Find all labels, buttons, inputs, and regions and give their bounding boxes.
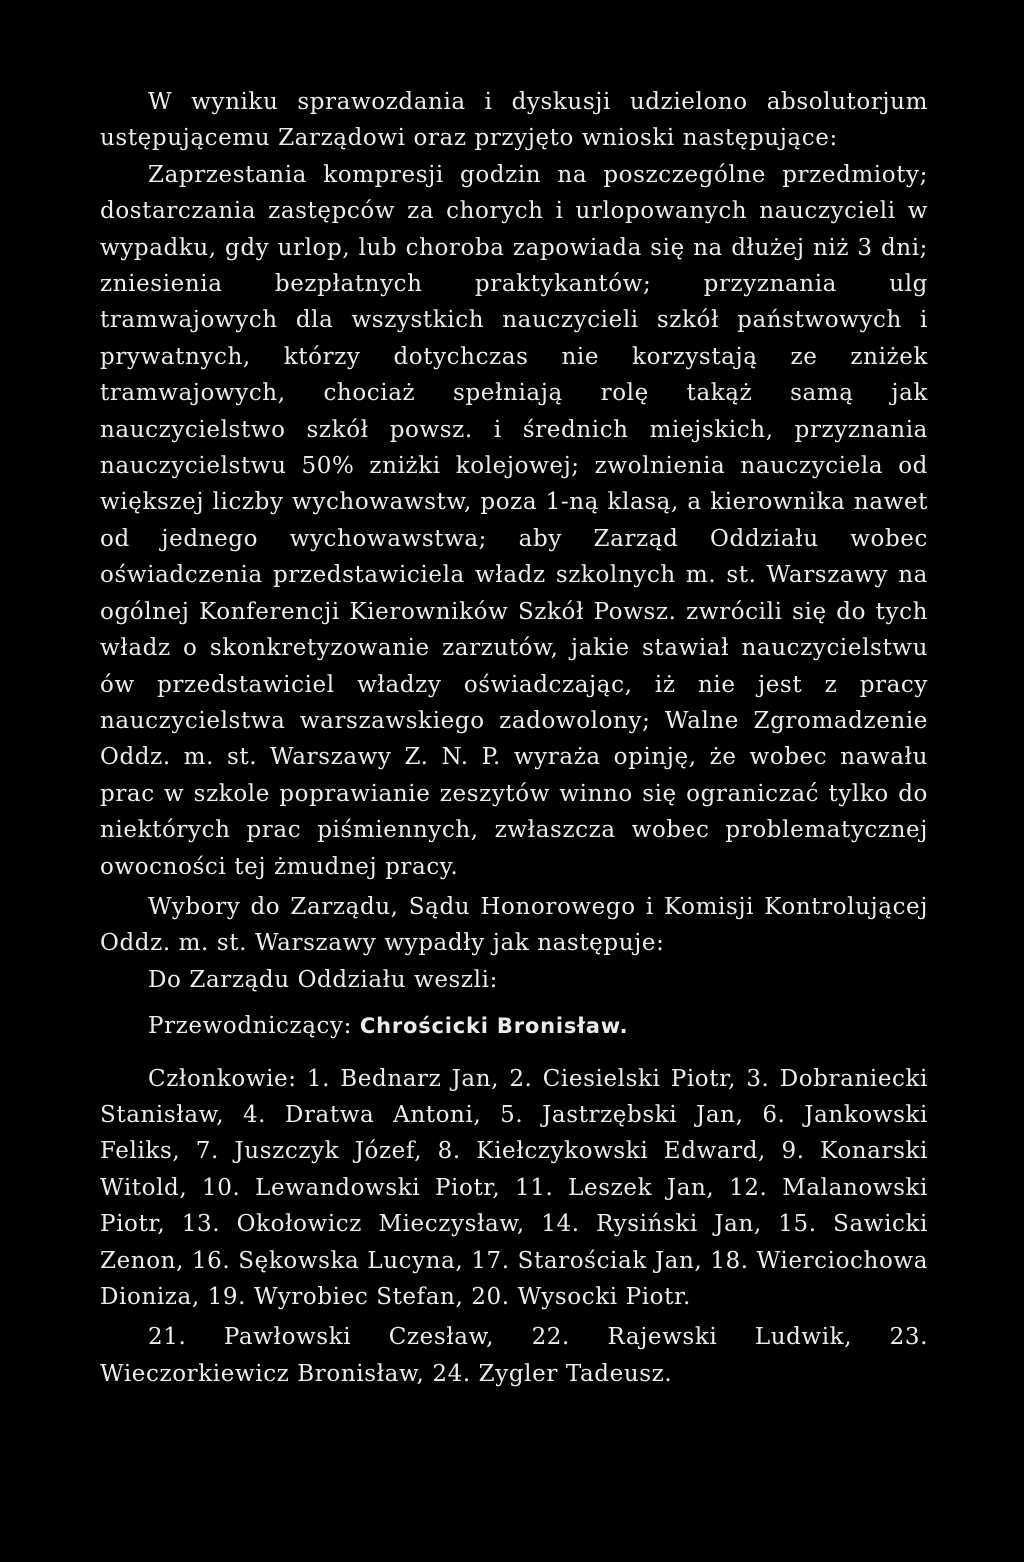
chair-label: Przewodniczący: bbox=[148, 1013, 352, 1040]
paragraph-absolutorium: W wyniku sprawozdania i dyskusji udzielono absolutorjum ustępującemu Zarządowi oraz przyjęto wnioski następujące: bbox=[100, 89, 928, 152]
paragraph-elections: Wybory do Zarządu, Sądu Honorowego i Komisji Kontrolującej Oddz. m. st. Warszawy wypadły jak następuje: bbox=[100, 893, 928, 957]
board-heading: Do Zarządu Oddziału weszli: bbox=[148, 966, 498, 993]
spacer bbox=[100, 1045, 928, 1061]
deputies-list: 21. Pawłowski Czesław, 22. Rajewski Ludwik, 23. Wieczorkiewicz Bronisław, 24. Zygler Tadeusz. bbox=[100, 1324, 928, 1387]
chair-name: Chrościcki Bronisław. bbox=[359, 1014, 629, 1039]
document-page bbox=[100, 84, 928, 1392]
spacer bbox=[100, 998, 928, 1008]
chair-line bbox=[100, 1008, 928, 1044]
members-list: Członkowie: 1. Bednarz Jan, 2. Ciesielski Piotr, 3. Dobraniecki Stanisław, 4. Dratwa Antoni, 5. Jastrzębski Jan, 6. Jankowski Feliks, 7. Juszczyk Józef, 8. Kiełczykowski Edward, 9. Konarski Witold, 10. Lewandowski Piotr, 11. Leszek Jan, 12. Malanowski Piotr, 13. Okołowicz Mieczysław, 14. Rysiński Jan, 15. Sawicki Zenon, 16. Sękowska Lucyna, 17. Starościak Jan, 18. Wierciochowa Dioniza, 19. Wyrobiec Stefan, 20. Wysocki Piotr. bbox=[100, 1065, 928, 1310]
paragraph-resolutions: Zaprzestania kompresji godzin na poszczególne przedmioty; dostarczania zastępców za chorych i urlopowanych nauczycieli w wypadku, gdy urlop, lub choroba zapowiada się na dłużej niż 3 dni; zniesienia bezpłatnych praktykantów; przyznania ulg tramwajowych dla wszystkich nauczycieli szkół państwowych i prywatnych, którzy dotychczas nie korzystają ze zniżek tramwajowych, chociaż spełniają rolę takąż samą jak nauczycielstwo szkół powsz. i średnich miejskich, przyznania nauczycielstwu 50% zniżki kolejowej; zwolnienia nauczyciela od większej liczby wychowawstw, poza 1-ną klasą, a kierownika nawet od jednego wychowawstwa; aby Zarząd Oddziału wobec oświadczenia przedstawiciela władz szkolnych m. st. Warszawy na ogólnej Konferencji Kierowników Szkół Powsz. zwrócili się do tych władz o skonkretyzowanie zarzutów, jakie stawiał nauczycielstwu ów przedstawiciel władzy oświadczając, iż nie jest z pracy nauczycielstwa warszawskiego zadowolony; Walne Zgromadzenie Oddz. m. st. Warszawy Z. N. P. wyraża opinję, że wobec nawału prac w szkole poprawianie zeszytów winno się ograniczać tylko do niektórych prac piśmiennych, zwłaszcza wobec problematycznej owocności tej żmudnej pracy. bbox=[100, 161, 928, 880]
